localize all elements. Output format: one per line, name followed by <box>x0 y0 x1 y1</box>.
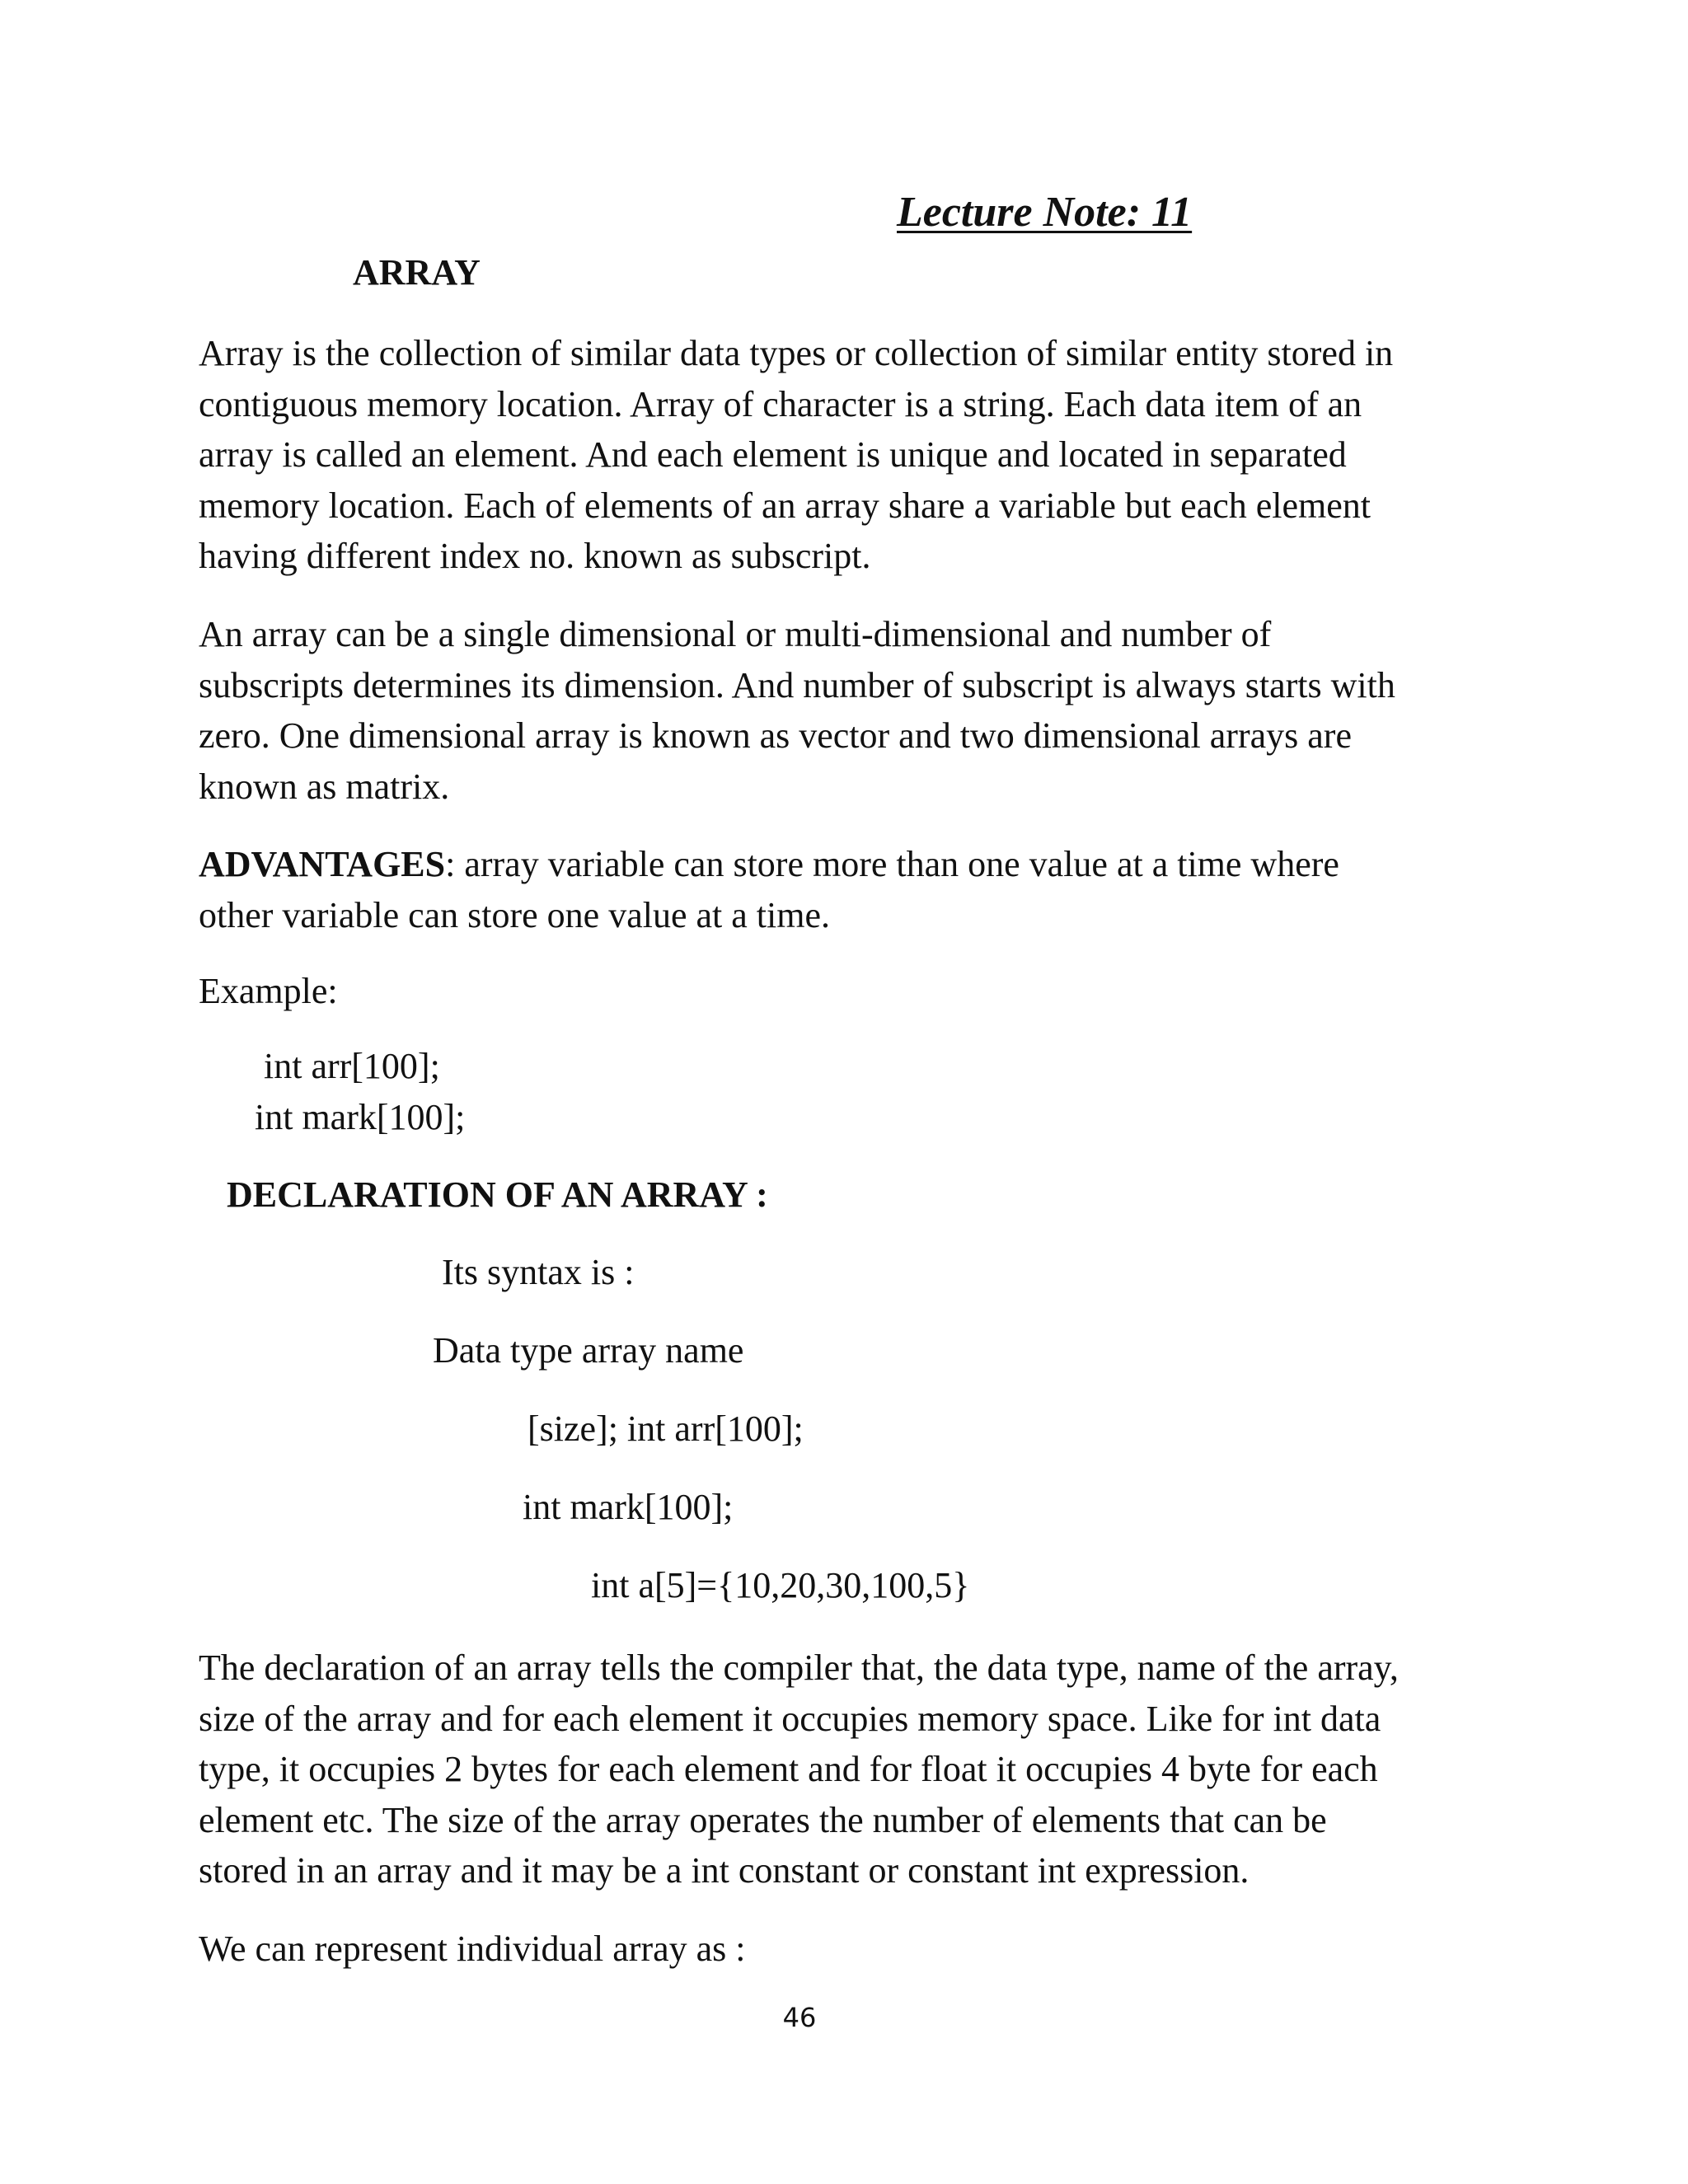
advantages-label: ADVANTAGES <box>199 844 446 884</box>
text-line: contiguous memory location. Array of character is a string. Each data item of an <box>199 383 1362 424</box>
text-line <box>199 839 1484 890</box>
example-label: Example: <box>199 971 338 1011</box>
heading-declaration: DECLARATION OF AN ARRAY : <box>227 1174 768 1215</box>
code-line: int mark[100]; <box>255 1097 466 1137</box>
paragraph-intro <box>199 328 1484 582</box>
paragraph-advantages <box>199 839 1484 940</box>
lecture-title: Lecture Note: 11 <box>897 189 1193 236</box>
advantages-text: : array variable can store more than one value at a time where <box>445 844 1339 884</box>
paragraph-dimension <box>199 609 1484 812</box>
page-number: 46 <box>782 2002 817 2033</box>
text-line: subscripts determines its dimension. And number of subscript is always starts with <box>199 664 1395 705</box>
code-line: int a[5]={10,20,30,100,5} <box>591 1565 970 1605</box>
text-line: An array can be a single dimensional or multi-dimensional and number of <box>199 614 1272 654</box>
heading-array: ARRAY <box>353 252 481 293</box>
text-line: having different index no. known as subscript. <box>199 536 871 576</box>
text-line: type, it occupies 2 bytes for each element and for float it occupies 4 byte for each <box>199 1749 1378 1789</box>
text-line: zero. One dimensional array is known as vector and two dimensional arrays are <box>199 715 1352 756</box>
code-line: int arr[100]; <box>264 1046 440 1086</box>
text-line: memory location. Each of elements of an array share a variable but each element <box>199 485 1372 526</box>
text-line: Array is the collection of similar data types or collection of similar entity stored in <box>199 333 1394 373</box>
text-line: known as matrix. <box>199 766 450 807</box>
code-line: [size]; int arr[100]; <box>528 1408 804 1449</box>
paragraph-represent: We can represent individual array as : <box>199 1929 746 1969</box>
text-line: size of the array and for each element it occupies memory space. Like for int data <box>199 1698 1381 1739</box>
syntax-label: Its syntax is : <box>442 1252 635 1292</box>
text-line: other variable can store one value at a time. <box>199 894 830 935</box>
text-line: array is called an element. And each element is unique and located in separated <box>199 434 1347 475</box>
text-line: stored in an array and it may be a int constant or constant int expression. <box>199 1850 1250 1891</box>
code-line: Data type array name <box>433 1330 744 1371</box>
text-line: The declaration of an array tells the compiler that, the data type, name of the array, <box>199 1647 1399 1688</box>
paragraph-declaration <box>199 1643 1484 1896</box>
text-line: element etc. The size of the array operates the number of elements that can be <box>199 1799 1327 1840</box>
code-line: int mark[100]; <box>523 1487 734 1527</box>
